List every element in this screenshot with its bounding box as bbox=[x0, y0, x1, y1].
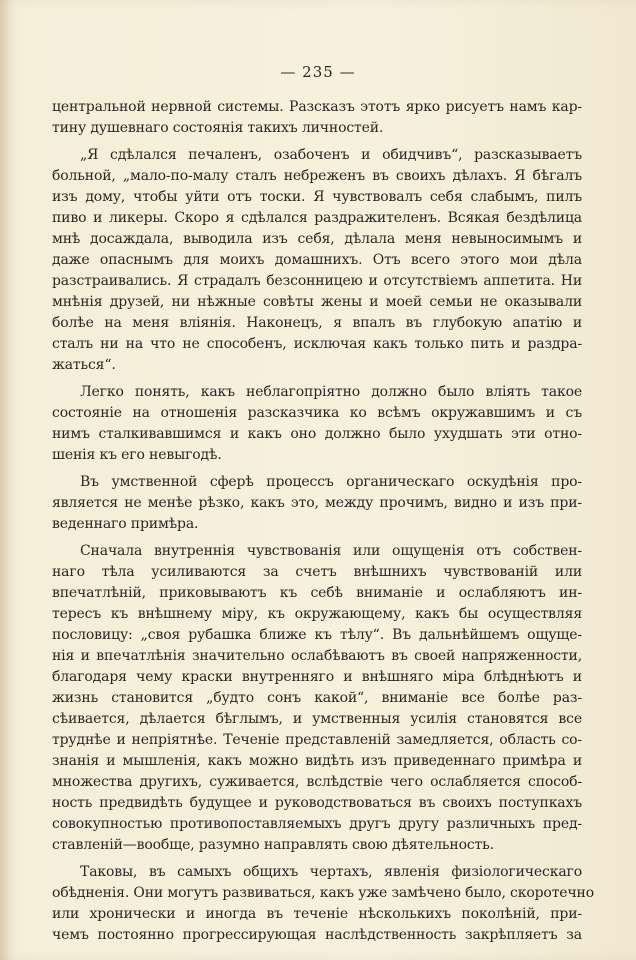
text-line: знанія и мышленія, какъ можно видѣть изъ приведеннаго примѣра и bbox=[52, 753, 582, 769]
text-line: наго тѣла усиливаются за счетъ внѣшнихъ чувствованій или bbox=[52, 564, 582, 580]
text-line: нія и впечатлѣнія значительно ослабѣваютъ въ своей напряженности, bbox=[52, 648, 582, 664]
text-line: „Я сдѣлался печаленъ, озабоченъ и обидчивъ“, разсказываетъ bbox=[80, 147, 582, 163]
paragraph bbox=[52, 472, 582, 535]
paragraph bbox=[52, 97, 582, 139]
text-line: сталъ ни на что не способенъ, исключая какъ только пить и раздра- bbox=[52, 336, 582, 352]
text-line: тину душевнаго состоянія такихъ личностей. bbox=[52, 120, 384, 136]
text-line: пиво и ликеры. Скоро я сдѣлался раздражителенъ. Всякая бездѣлица bbox=[52, 210, 582, 226]
text-line: нимъ сталкивавшимся и какъ оно должно было ухудшать эти отно- bbox=[52, 426, 582, 442]
text-line: является не менѣе рѣзко, какъ это, между прочимъ, видно и изъ при- bbox=[52, 495, 582, 511]
text-line: или хронически и иногда въ теченіе нѣсколькихъ поколѣній, при- bbox=[52, 906, 582, 922]
text-line: труднѣе и непріятнѣе. Теченіе представленій замедляется, область со- bbox=[52, 732, 582, 748]
text-line: болѣе на меня вліянія. Наконецъ, я впалъ въ глубокую апатію и bbox=[52, 315, 582, 331]
text-line: ставленій—вообще, разумно направлять свою дѣятельность. bbox=[52, 837, 494, 853]
text-line: мнѣ досаждала, выводила изъ себя, дѣлала меня невыносимымъ и bbox=[52, 231, 582, 247]
paragraph bbox=[52, 541, 582, 856]
text-line: впечатлѣній, приковываютъ къ себѣ вниманіе и ослабляютъ ин- bbox=[52, 585, 582, 601]
paragraph bbox=[52, 862, 595, 946]
text-line: Легко понять, какъ неблагопріятно должно было вліять такое bbox=[80, 384, 582, 400]
paragraph bbox=[52, 145, 582, 376]
text-line: разстраивались. Я страдалъ безсонницею и отсутствіемъ аппетита. Ни bbox=[52, 273, 582, 289]
text-line: больной, „мало-по-малу сталъ небреженъ въ своихъ дѣлахъ. Я бѣгалъ bbox=[52, 168, 582, 184]
body-text bbox=[52, 97, 595, 952]
text-line: жизнь становится „будто сонъ какой“, вниманіе все болѣе раз- bbox=[52, 690, 582, 706]
paragraph bbox=[52, 382, 582, 466]
text-line: веденнаго примѣра. bbox=[52, 516, 199, 532]
text-line: Сначала внутреннія чувствованія или ощущенія отъ собствен- bbox=[80, 543, 582, 559]
text-line: пословицу: „своя рубашка ближе къ тѣлу“. Въ дальнѣйшемъ ощуще- bbox=[52, 627, 582, 643]
text-line: благодаря чему краски внутренняго и внѣшняго міра блѣднѣютъ и bbox=[52, 669, 582, 685]
text-line: даже опаснымъ для моихъ домашнихъ. Отъ всего этого мои дѣла bbox=[52, 252, 582, 268]
text-line: мнѣнія друзей, ни нѣжные совѣты жены и моей семьи не оказывали bbox=[52, 294, 582, 310]
text-line: центральной нервной системы. Разсказъ этотъ ярко рисуетъ намъ кар- bbox=[52, 99, 582, 115]
text-line: сѣивается, дѣлается бѣглымъ, и умственныя усилія становятся все bbox=[52, 711, 582, 727]
text-line: Таковы, въ самыхъ общихъ чертахъ, явленія физіологическаго bbox=[80, 864, 582, 880]
text-line: жаться“. bbox=[52, 357, 116, 373]
text-line: изъ дому, чтобы уйти отъ тоски. Я чувствовалъ себя слабымъ, пилъ bbox=[52, 189, 582, 205]
text-line: Въ умственной сферѣ процессъ органическаго оскудѣнія про- bbox=[80, 474, 582, 490]
text-line: тересъ къ внѣшнему міру, къ окружающему, какъ бы осуществляя bbox=[52, 606, 582, 622]
text-line: чемъ постоянно прогрессирующая наслѣдственность закрѣпляетъ за bbox=[52, 927, 582, 943]
page-number: — 235 — bbox=[280, 63, 356, 81]
text-line: обѣдненія. Они могутъ развиваться, какъ уже замѣчено было, скоротечно bbox=[52, 885, 595, 901]
text-line: множества другихъ, суживается, вслѣдствіе чего ослабляется способ- bbox=[52, 774, 582, 790]
text-line: совокупностью противопоставляемыхъ другъ другу различныхъ пред- bbox=[52, 816, 582, 832]
text-line: ность предвидѣть будущее и руководствоваться въ своихъ поступкахъ bbox=[52, 795, 582, 811]
text-line: состояніе на отношенія разсказчика ко всѣмъ окружавшимъ и съ bbox=[52, 405, 582, 421]
text-line: шенія къ его невыгодѣ. bbox=[52, 447, 222, 463]
